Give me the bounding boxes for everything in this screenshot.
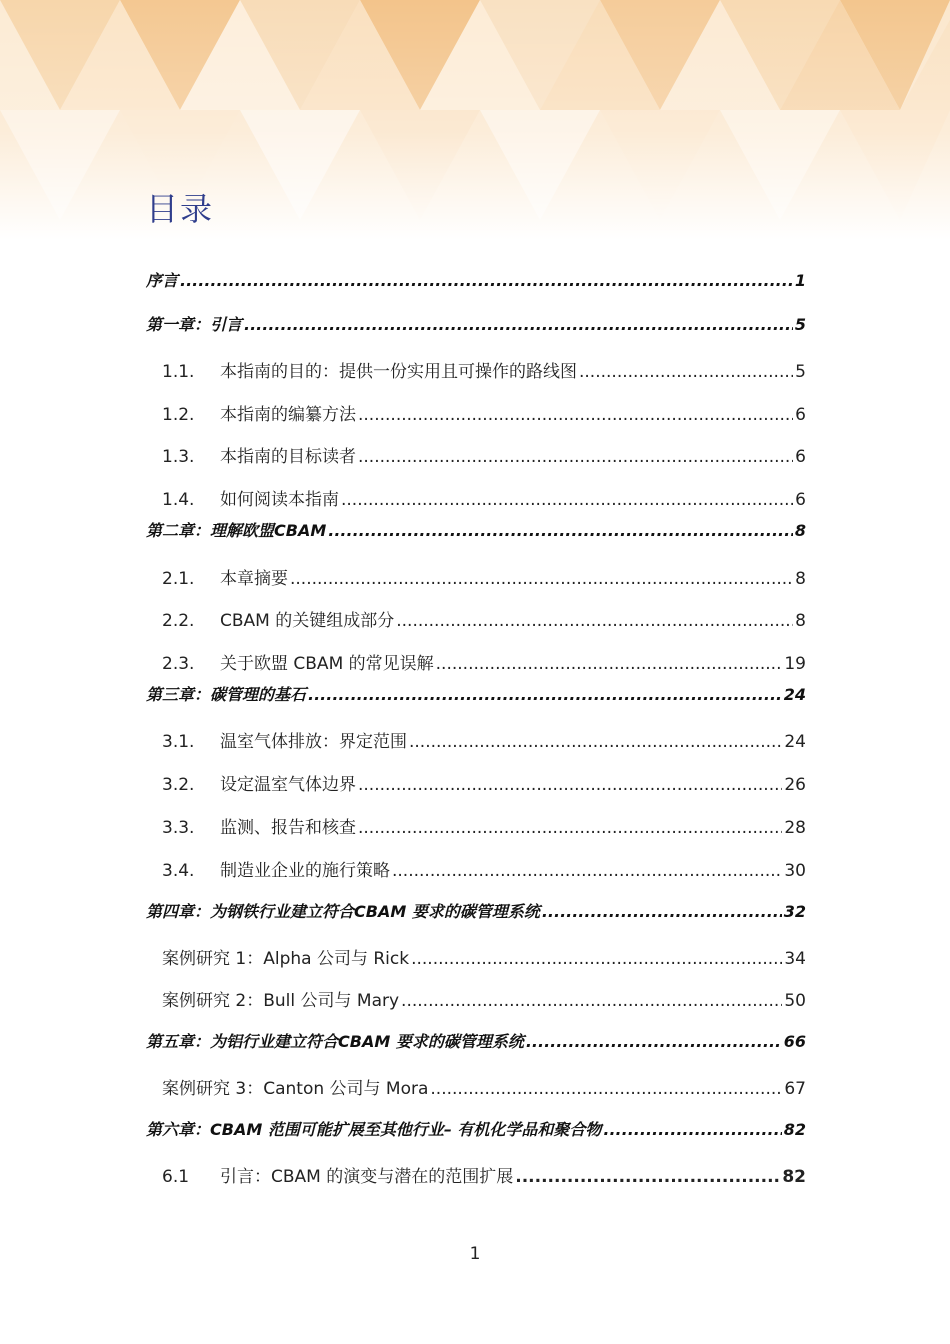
toc-chapter-entry[interactable]	[146, 899, 806, 923]
dot-leader	[308, 685, 782, 704]
toc-entry-page: 5	[795, 362, 806, 382]
dot-leader	[180, 271, 793, 290]
dot-leader	[401, 991, 782, 1011]
toc-chapter-entry[interactable]	[146, 1029, 806, 1053]
toc-entry-page: 82	[782, 1167, 806, 1187]
toc-section-entry[interactable]	[146, 944, 806, 968]
toc-entry-title: 本章摘要	[220, 569, 288, 589]
toc-entry-title: 本指南的目的：提供一份实用且可操作的路线图	[220, 362, 577, 382]
toc-entry-title: 案例研究 3：Canton 公司与 Mora	[162, 1079, 429, 1099]
toc-entry-number: 2.1.	[162, 569, 195, 589]
toc-entry-number: 1.4.	[162, 490, 195, 510]
toc-section-entry[interactable]	[146, 606, 806, 630]
toc-entry-title: 如何阅读本指南	[220, 490, 339, 510]
dot-leader	[358, 775, 782, 795]
geometric-pattern	[0, 0, 950, 240]
dot-leader	[409, 732, 782, 752]
dot-leader	[603, 1120, 781, 1139]
toc-entry-page: 5	[794, 315, 806, 334]
toc-entry-page: 82	[783, 1120, 806, 1139]
toc-entry-title: 本指南的编纂方法	[220, 405, 356, 425]
dot-leader	[341, 490, 793, 510]
toc-entry-title: 第一章：引言	[146, 315, 243, 334]
toc-entry-page: 19	[784, 654, 806, 674]
toc-entry-title: 第六章：CBAM 范围可能扩展至其他行业– 有机化学品和聚合物	[146, 1120, 602, 1139]
toc-entry-number: 3.4.	[162, 861, 195, 881]
toc-entry-title: 第五章：为铝行业建立符合CBAM 要求的碳管理系统	[146, 1032, 524, 1051]
toc-chapter-entry[interactable]	[146, 518, 806, 542]
toc-entry-title: 温室气体排放：界定范围	[220, 732, 407, 752]
toc-entry-title: 第四章：为钢铁行业建立符合CBAM 要求的碳管理系统	[146, 902, 540, 921]
toc-entry-page: 28	[784, 818, 806, 838]
toc-entry-page: 1	[794, 271, 806, 290]
toc-entry-page: 6	[795, 405, 806, 425]
page-title: 目录	[146, 190, 215, 228]
toc-entry-title: CBAM 的关键组成部分	[220, 611, 395, 631]
toc-entry-title: 案例研究 1：Alpha 公司与 Rick	[162, 949, 410, 969]
toc-entry-page: 24	[784, 732, 806, 752]
dot-leader	[542, 902, 782, 921]
toc-section-entry[interactable]	[146, 485, 806, 509]
toc-entry-title: 制造业企业的施行策略	[220, 861, 390, 881]
toc-entry-title: 第二章：理解欧盟CBAM	[146, 521, 327, 540]
dot-leader	[358, 405, 793, 425]
toc-section-entry[interactable]	[146, 770, 806, 794]
toc-entry-number: 3.2.	[162, 775, 195, 795]
toc-entry-page: 67	[784, 1079, 806, 1099]
toc-chapter-entry[interactable]	[146, 268, 806, 292]
dot-leader	[358, 447, 793, 467]
toc-entry-number: 3.3.	[162, 818, 195, 838]
toc-entry-page: 8	[795, 569, 806, 589]
dot-leader	[515, 1167, 780, 1187]
toc-chapter-entry[interactable]	[146, 682, 806, 706]
dot-leader	[358, 818, 782, 838]
toc-section-entry[interactable]	[146, 357, 806, 381]
dot-leader	[392, 861, 782, 881]
toc-entry-number: 1.1.	[162, 362, 195, 382]
toc-entry-page: 6	[795, 490, 806, 510]
toc-entry-page: 32	[783, 902, 806, 921]
toc-chapter-entry[interactable]	[146, 312, 806, 336]
toc-entry-page: 24	[783, 685, 806, 704]
toc-entry-title: 案例研究 2：Bull 公司与 Mary	[162, 991, 400, 1011]
toc-entry-title: 第三章：碳管理的基石	[146, 685, 307, 704]
toc-entry-number: 3.1.	[162, 732, 195, 752]
toc-entry-title: 监测、报告和核查	[220, 818, 356, 838]
toc-entry-number: 2.3.	[162, 654, 195, 674]
toc-entry-number: 1.3.	[162, 447, 195, 467]
toc-section-entry[interactable]	[146, 400, 806, 424]
toc-section-entry[interactable]	[146, 986, 806, 1010]
dot-leader	[244, 315, 793, 334]
header-banner	[0, 0, 950, 240]
toc-entry-title: 引言：CBAM 的演变与潜在的范围扩展	[220, 1167, 514, 1187]
toc-entry-page: 6	[795, 447, 806, 467]
page-number: 1	[469, 1244, 481, 1264]
toc-entry-title: 关于欧盟 CBAM 的常见误解	[220, 654, 434, 674]
toc-section-entry[interactable]	[146, 442, 806, 466]
dot-leader	[411, 949, 782, 969]
toc-section-entry[interactable]	[146, 727, 806, 751]
toc-entry-page: 50	[784, 991, 806, 1011]
dot-leader	[396, 611, 793, 631]
toc-entry-page: 8	[795, 611, 806, 631]
toc-entry-title: 本指南的目标读者	[220, 447, 356, 467]
dot-leader	[430, 1079, 782, 1099]
toc-entry-page: 30	[784, 861, 806, 881]
toc-entry-number: 1.2.	[162, 405, 195, 425]
toc-section-entry[interactable]	[146, 649, 806, 673]
toc-section-entry[interactable]	[146, 1162, 806, 1186]
toc-entry-title: 设定温室气体边界	[220, 775, 356, 795]
toc-entry-number: 2.2.	[162, 611, 195, 631]
toc-section-entry[interactable]	[146, 564, 806, 588]
toc-entry-page: 26	[784, 775, 806, 795]
toc-entry-page: 66	[783, 1032, 806, 1051]
toc-section-entry[interactable]	[146, 1074, 806, 1098]
toc-entry-title: 序言	[146, 271, 179, 290]
toc-section-entry[interactable]	[146, 856, 806, 880]
dot-leader	[290, 569, 793, 589]
toc-entry-page: 34	[784, 949, 806, 969]
dot-leader	[579, 362, 793, 382]
toc-chapter-entry[interactable]	[146, 1117, 806, 1141]
toc-section-entry[interactable]	[146, 813, 806, 837]
dot-leader	[328, 521, 793, 540]
toc-entry-number: 6.1	[162, 1167, 190, 1187]
toc-entry-page: 8	[794, 521, 806, 540]
dot-leader	[526, 1032, 782, 1051]
dot-leader	[436, 654, 783, 674]
